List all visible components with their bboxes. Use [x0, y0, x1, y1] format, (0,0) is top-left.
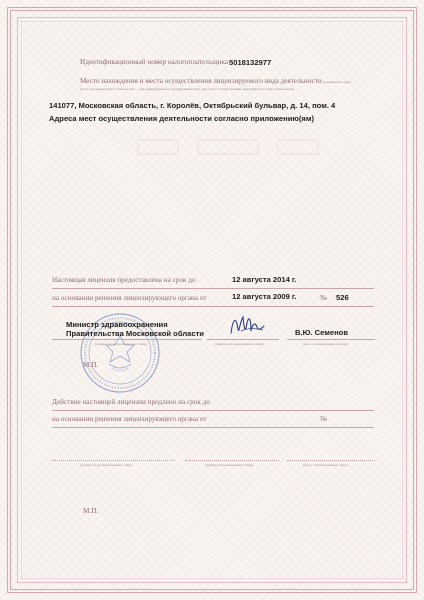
granted-term-label: Настоящая лицензия предоставлена на срок до — [52, 276, 196, 284]
caption-signature: (подпись уполномоченного лица) — [215, 342, 264, 346]
name-underline — [287, 339, 375, 340]
extension-caption-signature: (подпись уполномоченного лица) — [205, 463, 254, 467]
extended-term-label: Действие настоящей лицензии продлено на срок до — [52, 398, 210, 406]
location-note: (указываются адрес — [323, 80, 352, 84]
number-sign: № — [320, 294, 327, 302]
caption-position: (должность уполномоченного лица) — [95, 342, 147, 346]
extension-position-line — [52, 460, 174, 461]
extension-signature-line — [185, 460, 279, 461]
address-line: 141077, Московская область, г. Королёв, Октябрьский бульвар, д. 14, пом. 4 — [49, 101, 336, 110]
decision-date: 12 августа 2009 г. — [232, 292, 297, 301]
extension-decision-label: на основании решения лицензирующего органа от — [52, 415, 207, 423]
taxpayer-id-label: Идентификационный номер налогоплательщика — [80, 58, 229, 66]
taxpayer-id-value: 5018132977 — [229, 58, 272, 67]
stamp-mark: М.П. — [83, 361, 99, 369]
extension-stamp-mark: М.П. — [83, 507, 99, 515]
signatory-name: В.Ю. Семенов — [295, 328, 348, 337]
decision-underline — [52, 306, 374, 307]
extended-term-underline — [52, 410, 374, 411]
handwritten-signature-icon — [227, 309, 267, 339]
extension-number-sign: № — [320, 415, 327, 423]
signatory-position-line-1: Министр здравоохранения — [66, 320, 168, 329]
caption-name: (ф.и.о. уполномоченного лица) — [303, 342, 348, 346]
signatory-position-line-2: Правительства Московской области — [66, 329, 204, 338]
extension-decision-underline — [52, 427, 374, 428]
license-number: 526 — [336, 293, 349, 302]
activity-addresses-line: Адреса мест осуществления деятельности согласно приложению(ям) — [49, 114, 314, 123]
location-note-continued: места нахождения (место жительства — для индивидуального предпринимателя) и адреса мест осуществления лицензируемого вида деятельности) — [80, 87, 295, 91]
signature-underline — [207, 339, 279, 340]
extension-caption-position: (должность уполномоченного лица) — [80, 463, 132, 467]
extension-caption-name: (ф.и.о. уполномоченного лица) — [303, 463, 348, 467]
granted-date: 12 августа 2014 г. — [232, 275, 297, 284]
background-ornament-icon — [128, 132, 328, 162]
granted-term-underline — [52, 288, 374, 289]
decision-label: на основании решения лицензирующего органа от — [52, 294, 207, 302]
extension-name-line — [287, 460, 375, 461]
position-underline — [52, 339, 202, 340]
location-label: Место нахождения и места осуществления лицензируемого вида деятельности — [80, 77, 322, 85]
